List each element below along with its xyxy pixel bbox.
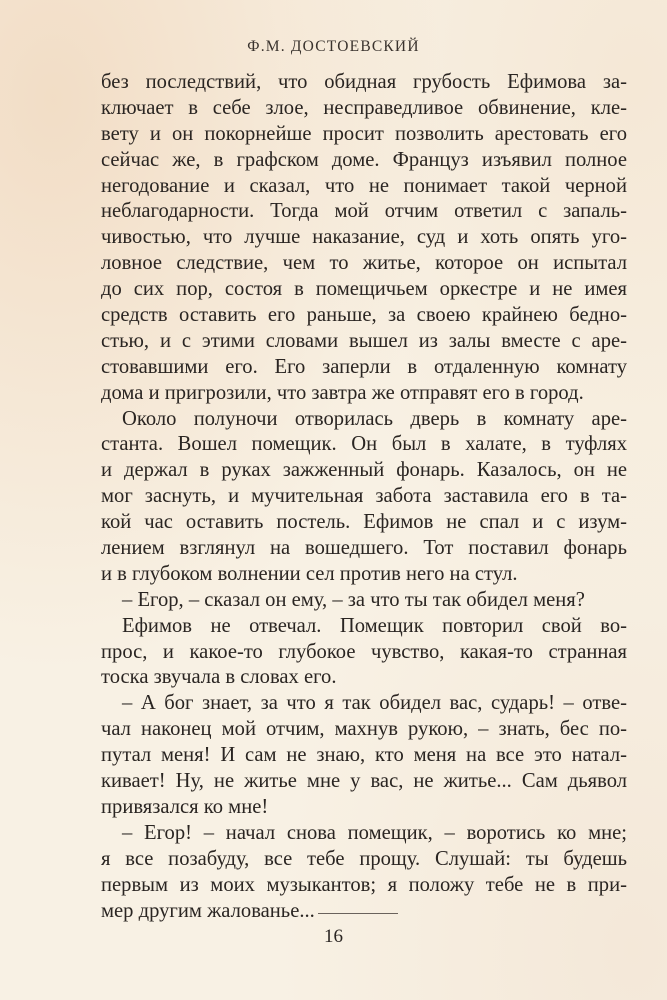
text-line: без последствий, что обидная грубость Ефимова за- — [101, 71, 627, 93]
text-line: стью, и с этими словами вышел из залы вместе с аре- — [101, 329, 627, 352]
text-line: до сих пор, состоя в помещичьем оркестре и не имея — [101, 278, 627, 301]
text-line: первым из моих музыкантов; я положу тебе не в при- — [101, 873, 627, 896]
text-line: кивает! Ну, не житье мне у вас, не житье... Сам дьявол — [101, 770, 627, 793]
text-line: чал наконец мой отчим, махнув рукою, – знать, бес по- — [101, 718, 627, 741]
body-text — [101, 70, 627, 924]
text-line: и в глубоком волнении сел против него на стул. — [101, 562, 518, 585]
page-number: 16 — [324, 926, 343, 947]
text-line: лением взглянул на вошедшего. Тот поставил фонарь — [101, 537, 627, 560]
paragraph-first-line: – Егор, – сказал он ему, – за что ты так обидел меня? — [122, 588, 585, 611]
text-line: стовавшими его. Его заперли в отдаленную комнату — [101, 355, 627, 378]
text-line: тоска звучала в словах его. — [101, 666, 337, 689]
footer-divider — [318, 913, 398, 914]
paragraph-first-line: Ефимов не отвечал. Помещик повторил свой во- — [122, 614, 627, 637]
running-head: Ф.М. ДОСТОЕВСКИЙ — [247, 38, 420, 55]
text-line: неблагодарности. Тогда мой отчим ответил с запаль- — [101, 200, 627, 223]
paragraph-first-line: – А бог знает, за что я так обидел вас, сударь! – отве- — [122, 692, 627, 715]
text-line: привязался ко мне! — [101, 795, 269, 818]
text-line: сейчас же, в графском доме. Француз изъявил полное — [101, 148, 627, 171]
paragraph-first-line: – Егор! – начал снова помещик, – воротись ко мне; — [122, 821, 627, 844]
text-line: вету и он покорнейше просит позволить арестовать его — [101, 122, 627, 145]
text-line: средств оставить его раньше, за своею крайнею бедно- — [101, 304, 627, 327]
text-line: путал меня! И сам не знаю, кто меня на все это натал- — [101, 744, 627, 767]
text-line: ключает в себе злое, несправедливое обвинение, кле- — [101, 96, 627, 119]
text-line: я все позабуду, все тебе прощу. Слушай: ты будешь — [101, 847, 627, 870]
text-line: станта. Вошел помещик. Он был в халате, в туфлях — [101, 433, 627, 456]
text-line: негодование и сказал, что не понимает такой черной — [101, 174, 627, 197]
text-line: ловное следствие, чем то житье, которое он испытал — [101, 252, 627, 275]
text-line: чивостью, что лучше наказание, суд и хоть опять уго- — [101, 226, 627, 249]
text-line: мог заснуть, и мучительная забота заставила его в та- — [101, 485, 627, 508]
text-line: прос, и какое-то глубокое чувство, какая-то странная — [101, 640, 627, 663]
text-line: кой час оставить постель. Ефимов не спал и с изум- — [101, 511, 627, 534]
text-line: дома и пригрозили, что завтра же отправят его в город. — [101, 381, 584, 404]
text-line: мер другим жалованье... — [101, 899, 315, 922]
text-line: и держал в руках зажженный фонарь. Казалось, он не — [101, 459, 627, 482]
paragraph-first-line: Около полуночи отворилась дверь в комнату аре- — [122, 407, 627, 430]
